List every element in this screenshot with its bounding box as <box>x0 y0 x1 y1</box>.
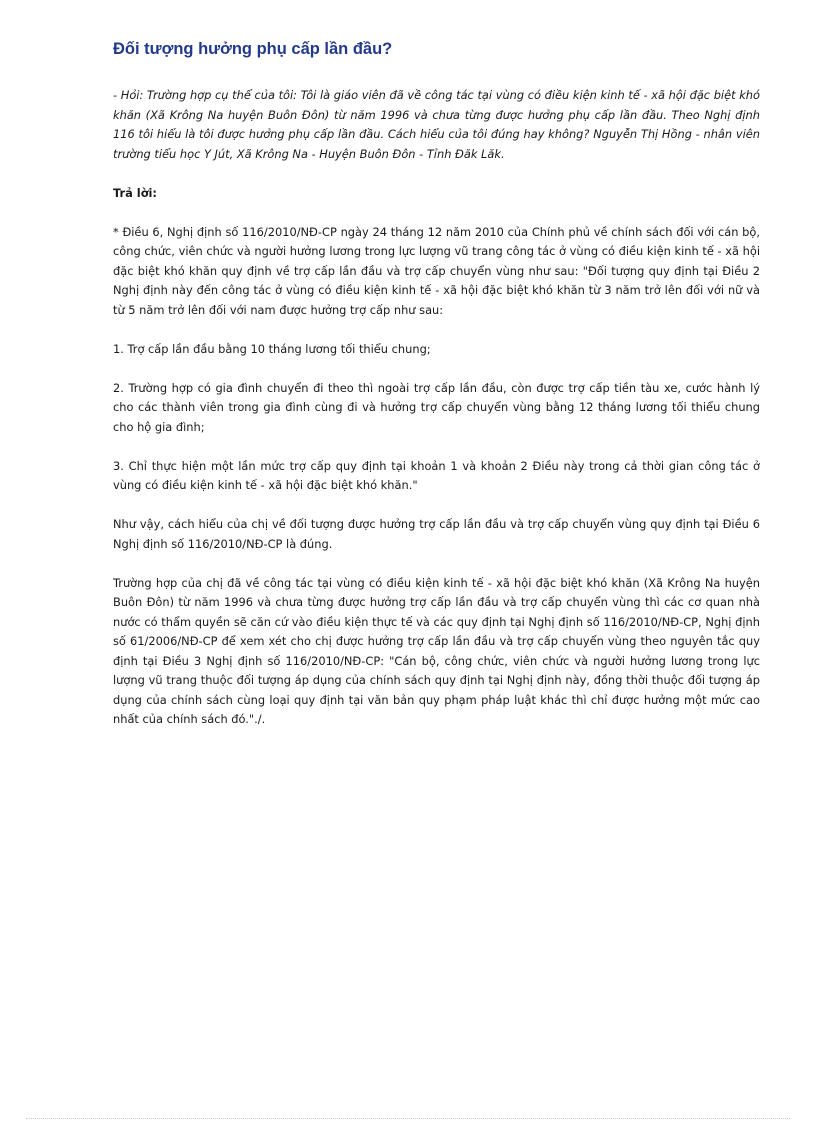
page-bottom-divider <box>26 1118 790 1119</box>
answer-paragraph-5: Như vậy, cách hiểu của chị về đối tượng được hưởng trợ cấp lần đầu và trợ cấp chuyển vùng quy định tại Điều 6 Nghị định số 116/2010/NĐ-CP là đúng. <box>113 517 760 551</box>
question-paragraph: - Hỏi: Trường hợp cụ thể của tôi: Tôi là giáo viên đã về công tác tại vùng có điều kiện kinh tế - xã hội đặc biệt khó khăn (Xã Krông Na huyện Buôn Đôn) từ năm 1996 và chưa từng được hưởng phụ cấp lần đầu. Theo Nghị định 116 tôi hiểu là tôi được hưởng phụ cấp lần đầu. Cách hiểu của tôi đúng hay không? Nguyễn Thị Hồng - nhân viên trường tiểu học Y Jút, Xã Krông Na - Huyện Buôn Đôn - Tỉnh Đăk Lăk. <box>113 88 760 161</box>
answer-paragraph-4: 3. Chỉ thực hiện một lần mức trợ cấp quy định tại khoản 1 và khoản 2 Điều này trong cả thời gian công tác ở vùng có điều kiện kinh tế - xã hội đặc biệt khó khăn." <box>113 458 760 492</box>
document-page <box>113 38 760 749</box>
answer-label: Trả lời: <box>113 185 157 200</box>
document-title: Đối tượng hưởng phụ cấp lần đầu? <box>113 40 393 58</box>
answer-paragraph-1: * Điều 6, Nghị định số 116/2010/NĐ-CP ngày 24 tháng 12 năm 2010 của Chính phủ về chính sách đối với cán bộ, công chức, viên chức và người hưởng lương trong lực lượng vũ trang công tác ở vùng có điều kiện kinh tế - xã hội đặc biệt khó khăn quy định về trợ cấp lần đầu và trợ cấp chuyển vùng như sau: "Đối tượng quy định tại Điều 2 Nghị định này đến công tác ở vùng có điều kiện kinh tế - xã hội đặc biệt khó khăn từ 3 năm trở lên đối với nữ và từ 5 năm trở lên đối với nam được hưởng trợ cấp như sau: <box>113 224 760 317</box>
answer-paragraph-2: 1. Trợ cấp lần đầu bằng 10 tháng lương tối thiểu chung; <box>113 341 431 356</box>
answer-paragraph-3: 2. Trường hợp có gia đình chuyển đi theo thì ngoài trợ cấp lần đầu, còn được trợ cấp tiền tàu xe, cước hành lý cho các thành viên trong gia đình cùng đi và hưởng trợ cấp chuyển vùng bằng 12 tháng lương tối thiểu chung cho hộ gia đình; <box>113 380 760 434</box>
answer-paragraph-6: Trường hợp của chị đã về công tác tại vùng có điều kiện kinh tế - xã hội đặc biệt khó khăn (Xã Krông Na huyện Buôn Đôn) từ năm 1996 và chưa từng được hưởng trợ cấp lần đầu và trợ cấp chuyển vùng thì các cơ quan nhà nước có thẩm quyền sẽ căn cứ vào điều kiện thực tế và các quy định tại Nghị định số 116/2010/NĐ-CP, Nghị định số 61/2006/NĐ-CP để xem xét cho chị được hưởng trợ cấp lần đầu và trợ cấp chuyển vùng theo nguyên tắc quy định tại Điều 3 Nghị định số 116/2010/NĐ-CP: "Cán bộ, công chức, viên chức và người hưởng lương trong lực lượng vũ trang thuộc đối tượng áp dụng của chính sách quy định tại Nghị định này, đồng thời thuộc đối tượng áp dụng của chính sách cùng loại quy định tại văn bản quy phạm pháp luật khác thì chỉ được hưởng một mức cao nhất của chính sách đó."./. <box>113 575 760 726</box>
